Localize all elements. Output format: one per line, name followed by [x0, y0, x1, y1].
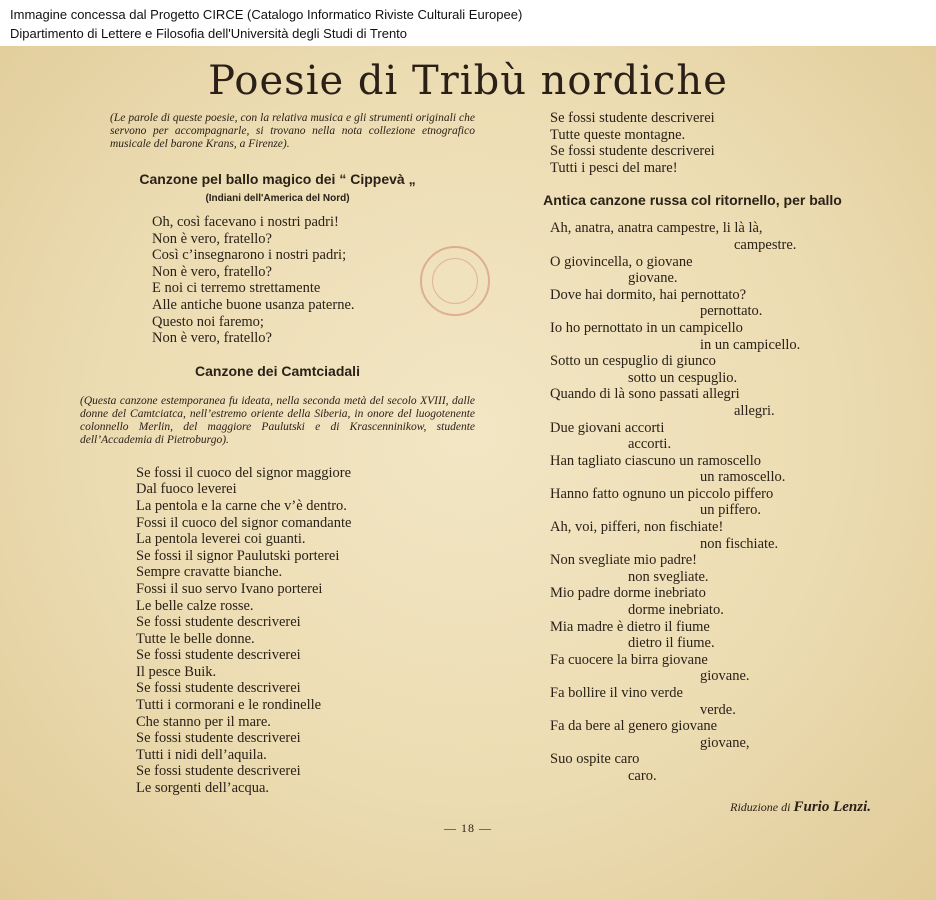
verse-refrain: pernottato. [700, 303, 763, 320]
verse-line: Fa cuocere la birra giovane [550, 651, 708, 668]
poem2-heading: Canzone dei Camtciadali [195, 362, 360, 379]
source-banner [0, 0, 936, 46]
verse-refrain: non svegliate. [628, 568, 709, 585]
verse-line: Sotto un cespuglio di giunco [550, 353, 716, 370]
verse-line: Alle antiche buone usanza paterne. [152, 296, 355, 313]
verse-line: Fossi il cuoco del signor comandante [136, 514, 352, 531]
verse-line: Tutti i pesci del mare! [550, 159, 678, 176]
verse-refrain: caro. [628, 767, 657, 784]
translator-credit [510, 799, 875, 816]
verse-line: Se fossi studente descriverei [136, 614, 301, 631]
credit-prefix: Riduzione di [730, 799, 791, 814]
verse-line: Quando di là sono passati allegri [550, 386, 740, 403]
poem2-verse-continued [510, 110, 875, 176]
verse-line: Ah, voi, pifferi, non fischiate! [550, 519, 724, 536]
poem3-verse [510, 220, 875, 784]
verse-line: Sempre cravatte bianche. [136, 564, 283, 581]
verse-refrain: un piffero. [700, 502, 761, 519]
verse-line: Suo ospite caro [550, 751, 640, 768]
verse-refrain: dietro il fiume. [628, 635, 715, 652]
verse-refrain: campestre. [734, 236, 797, 253]
verse-line: Se fossi il cuoco del signor maggiore [136, 464, 352, 481]
verse-line: Se fossi studente descriverei [550, 110, 715, 126]
page-number: — 18 — [444, 821, 492, 835]
verse-refrain: giovane. [700, 668, 750, 685]
verse-line: Non è vero, fratello? [152, 263, 272, 280]
banner-line-1: Immagine concessa dal Progetto CIRCE (Catalogo Informatico Riviste Culturali Europee) [10, 7, 523, 22]
verse-line: Non è vero, fratello? [152, 230, 272, 247]
verse-refrain: accorti. [628, 436, 672, 453]
verse-refrain: in un campicello. [700, 336, 801, 353]
verse-line: Io ho pernottato in un campicello [550, 319, 743, 336]
verse-refrain: giovane, [700, 734, 750, 751]
verse-line: Dove hai dormito, hai pernottato? [550, 286, 747, 303]
verse-line: Se fossi studente descriverei [136, 680, 301, 697]
verse-line: Fa da bere al genero giovane [550, 718, 718, 735]
verse-refrain: allegri. [734, 402, 775, 419]
verse-line: O giovincella, o giovane [550, 253, 693, 270]
verse-line: Che stanno per il mare. [136, 713, 271, 730]
verse-refrain: sotto un cespuglio. [628, 369, 738, 386]
verse-line: E noi ci terremo strettamente [152, 280, 321, 297]
poem1-verse [80, 214, 475, 347]
verse-line: Dal fuoco leverei [136, 481, 237, 498]
page-title: Poesie di Tribù nordiche [208, 58, 728, 104]
verse-line: Hanno fatto ognuno un piccolo piffero [550, 485, 774, 502]
verse-line: Fossi il suo servo Ivano porterei [136, 580, 323, 597]
verse-line: Tutti i cormorani e le rondinelle [136, 697, 322, 714]
verse-line: Tutti i nidi dell’aquila. [136, 746, 267, 763]
verse-line: La pentola e la carne che v’è dentro. [136, 497, 347, 514]
intro-note: (Le parole di queste poesie, con la relativa musica e gli strumenti originali che servono per accompagnarle, si trovano nella nota collezione etnografico musicale del barone Krans, a Firenze). [110, 112, 475, 150]
poem2-note: (Questa canzone estemporanea fu ideata, nella seconda metà del secolo XVIII, dalle donne del Camtciatca, nell’estremo oriente della Siberia, in onore del luogotenente colonnello Merlin, del maggiore Paulutski e di Krascenninikow, studente dell’Accademia di Pietroburgo). [80, 394, 475, 446]
verse-refrain: giovane. [628, 270, 678, 287]
verse-line: Il pesce Buik. [136, 663, 217, 680]
verse-line: Tutte queste montagne. [550, 126, 686, 143]
verse-refrain: non fischiate. [700, 535, 779, 552]
banner-line-2: Dipartimento di Lettere e Filosofia dell'Università degli Studi di Trento [10, 26, 408, 41]
verse-line: Non svegliate mio padre! [550, 552, 697, 569]
verse-line: Due giovani accorti [550, 419, 665, 436]
verse-line: Han tagliato ciascuno un ramoscello [550, 452, 761, 469]
verse-line: Se fossi il signor Paulutski porterei [136, 547, 340, 564]
verse-line: Se fossi studente descriverei [136, 730, 301, 747]
verse-line: Mia madre è dietro il fiume [550, 618, 710, 635]
poem1-subheading: (Indiani dell'America del Nord) [205, 193, 350, 204]
verse-line: Tutte le belle donne. [136, 630, 255, 647]
verse-line: Mio padre dorme inebriato [550, 585, 706, 602]
left-column [80, 112, 475, 797]
poem1-heading: Canzone pel ballo magico dei “ Cippevà „ [139, 171, 416, 187]
verse-line: La pentola leverei coi guanti. [136, 531, 306, 548]
verse-refrain: un ramoscello. [700, 469, 786, 486]
verse-line: Le belle calze rosse. [136, 597, 254, 614]
magazine-page [0, 46, 936, 900]
verse-line: Così c’insegnarono i nostri padri; [152, 247, 347, 264]
verse-line: Se fossi studente descriverei [136, 647, 301, 664]
verse-line: Oh, così facevano i nostri padri! [152, 214, 339, 230]
right-column [510, 110, 875, 816]
credit-author: Furio Lenzi. [793, 798, 871, 815]
verse-line: Le sorgenti dell’acqua. [136, 780, 269, 797]
verse-refrain: dorme inebriato. [628, 602, 724, 619]
verse-line: Se fossi studente descriverei [136, 763, 301, 780]
verse-line: Se fossi studente descriverei [550, 143, 715, 160]
verse-line: Fa bollire il vino verde [550, 685, 683, 701]
verse-line: Ah, anatra, anatra campestre, li là là, [550, 220, 763, 237]
verse-line: Non è vero, fratello? [152, 330, 272, 347]
poem3-heading: Antica canzone russa col ritornello, per ballo [543, 192, 842, 209]
verse-line: Questo noi faremo; [152, 313, 264, 330]
verse-refrain: verde. [700, 701, 736, 718]
poem2-verse [80, 465, 475, 797]
